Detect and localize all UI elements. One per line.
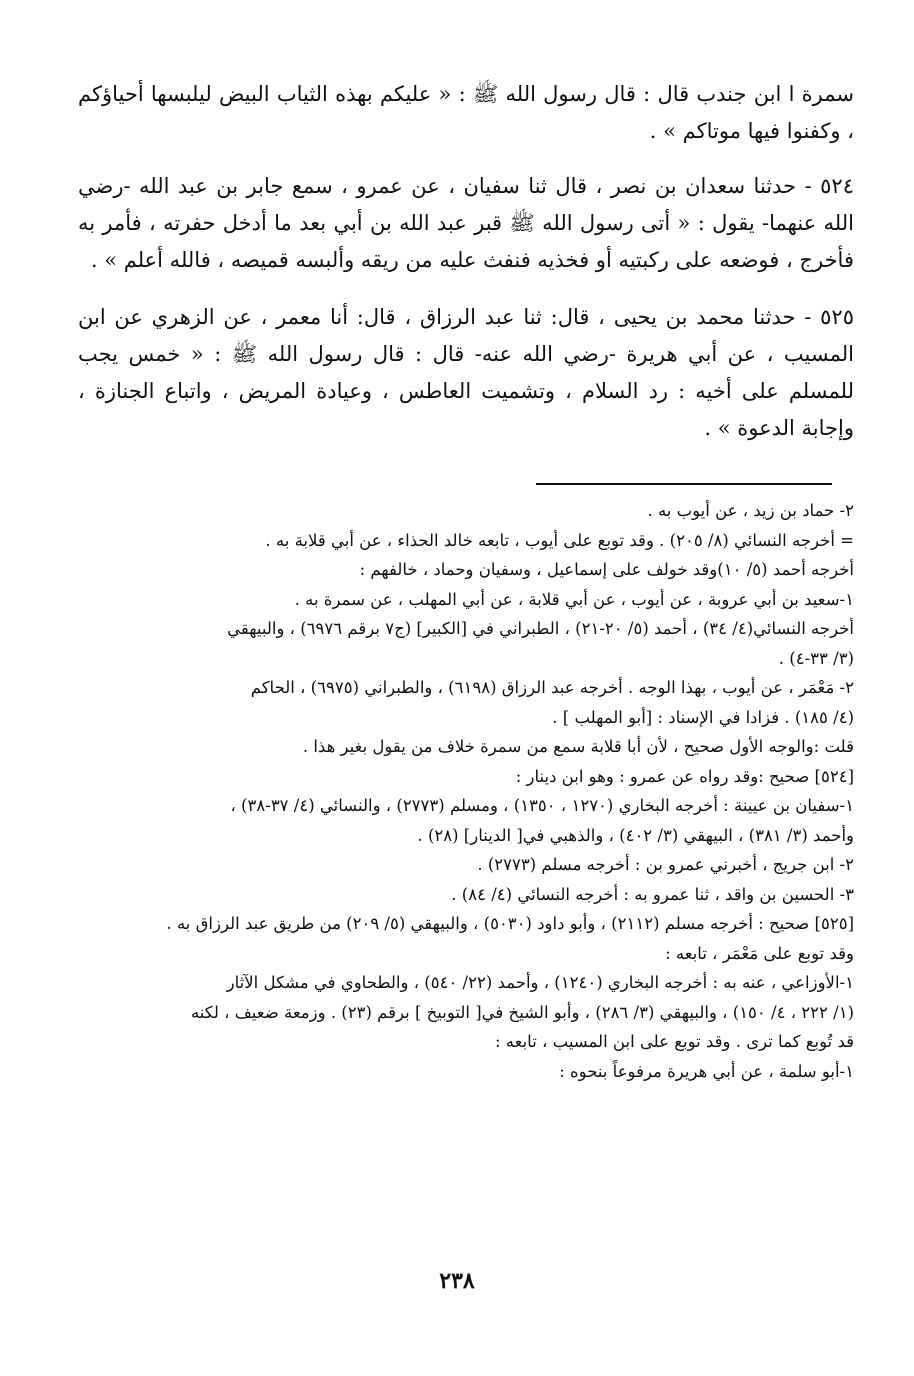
footnote-line: أخرجه النسائي(٤/ ٣٤) ، أحمد (٥/ ٢٠-٢١) ، الطبراني في [الكبير] (ج٧ برقم ٦٩٧٦) ، والبيهقي (227, 619, 854, 638)
footnote-line: [٥٢٥] صحيح : أخرجه مسلم (٢١١٢) ، وأبو داود (٥٠٣٠) ، والبيهقي (٥/ ٢٠٩) من طريق عبد الرزاق به . (166, 914, 854, 933)
footnote-line: (٤/ ١٨٥) . فزادا في الإسناد : [أبو المهلب ] . (552, 707, 854, 727)
footnote-line: ١-الأوزاعي ، عنه به : أخرجه البخاري (١٢٤٠) ، وأحمد (٢٢/ ٥٤٠) ، والطحاوي في مشكل الآثار (226, 973, 854, 992)
footnote-line: وقد توبع على مَعْمَر ، تابعه : (665, 943, 854, 963)
footnote-line: ١-سعيد بن أبي عروبة ، عن أيوب ، عن أبي قلابة ، عن أبي المهلب ، عن سمرة به . (294, 589, 854, 609)
footnote-line: ٢- حماد بن زيد ، عن أيوب به . (647, 501, 854, 520)
paragraph-hadith-525: ٥٢٥ - حدثنا محمد بن يحيى ، قال: ثنا عبد الرزاق ، قال: أنا معمر ، عن الزهري عن ابن المسيب ، عن أبي هريرة -رضي الله عنه- قال : قال رسول الله ﷺ : « خمس يجب للمسلم على أخيه : رد السلام ، وتشميت العاطس ، وعيادة المريض ، واتباع الجنازة ، وإجابة الدعوة » . (78, 305, 854, 440)
footnote-line: (٣/ ٣٣-٤) . (778, 648, 854, 668)
footnote-line: وأحمد (٣/ ٣٨١) ، البيهقي (٣/ ٤٠٢) ، والذهبي في[ الدينار] (٢٨) . (417, 825, 854, 845)
footnote-line: [٥٢٤] صحيح :وقد رواه عن عمرو : وهو ابن دينار : (515, 766, 854, 786)
footnote-line: قلت :والوجه الأول صحيح ، لأن أبا قلابة سمع من سمرة خلاف من يقول بغير هذا . (302, 737, 854, 756)
footnote-line: ٣- الحسين بن واقد ، ثنا عمرو به : أخرجه النسائي (٤/ ٨٤) . (451, 884, 854, 904)
footnote-line: ٢- مَعْمَر ، عن أيوب ، بهذا الوجه . أخرجه عبد الرزاق (٦١٩٨) ، والطبراني (٦٩٧٥) ، الحاكم (250, 678, 854, 697)
footnote-line: قد تُوبع كما ترى . وقد توبع على ابن المسيب ، تابعه : (494, 1032, 854, 1051)
footnote-line: = أخرجه النسائي (٨/ ٢٠٥) . وقد توبع على أيوب ، تابعه خالد الحذاء ، عن أبي قلابة به . (265, 530, 854, 550)
footnote-line: (١/ ٢٢٢ ، ٤/ ١٥٠) ، والبيهقي (٣/ ٢٨٦) ، وأبو الشيخ في[ التوبيخ ] برقم (٢٣) . وزمعة ضعيف ، لكنه (190, 1002, 854, 1022)
main-text (78, 76, 854, 467)
footnotes (78, 496, 854, 1086)
paragraph-hadith-end: سمرة ا ابن جندب قال : قال رسول الله ﷺ : « عليكم بهذه الثياب البيض ليلبسها أحياؤكم ، وكفنوا فيها موتاكم » . (78, 82, 854, 143)
paragraph-hadith-524: ٥٢٤ - حدثنا سعدان بن نصر ، قال ثنا سفيان ، عن عمرو ، سمع جابر بن عبد الله -رضي الله عنهما- يقول : « أتى رسول الله ﷺ قبر عبد الله بن أبي بعد ما أدخل حفرته ، فأمر به فأخرج ، فوضعه على ركبتيه أو فخذيه فنفث عليه من ريقه وألبسه قميصه ، فالله أعلم » . (78, 174, 854, 272)
footnote-divider (536, 483, 832, 485)
footnote-line: ١-أبو سلمة ، عن أبي هريرة مرفوعاً بنحوه : (559, 1061, 854, 1081)
footnote-line: أخرجه أحمد (٥/ ١٠)وقد خولف على إسماعيل ، وسفيان وحماد ، خالفهم : (359, 560, 854, 579)
page-number: ٢٣٨ (439, 1268, 475, 1294)
footnote-line: ٢- ابن جريج ، أخبرني عمرو بن : أخرجه مسلم (٢٧٧٣) . (477, 855, 854, 874)
footnote-line: ١-سفيان بن عيينة : أخرجه البخاري (١٢٧٠ ، ١٣٥٠) ، ومسلم (٢٧٧٣) ، والنسائي (٤/ ٣٧-٣٨) ، (230, 796, 854, 815)
